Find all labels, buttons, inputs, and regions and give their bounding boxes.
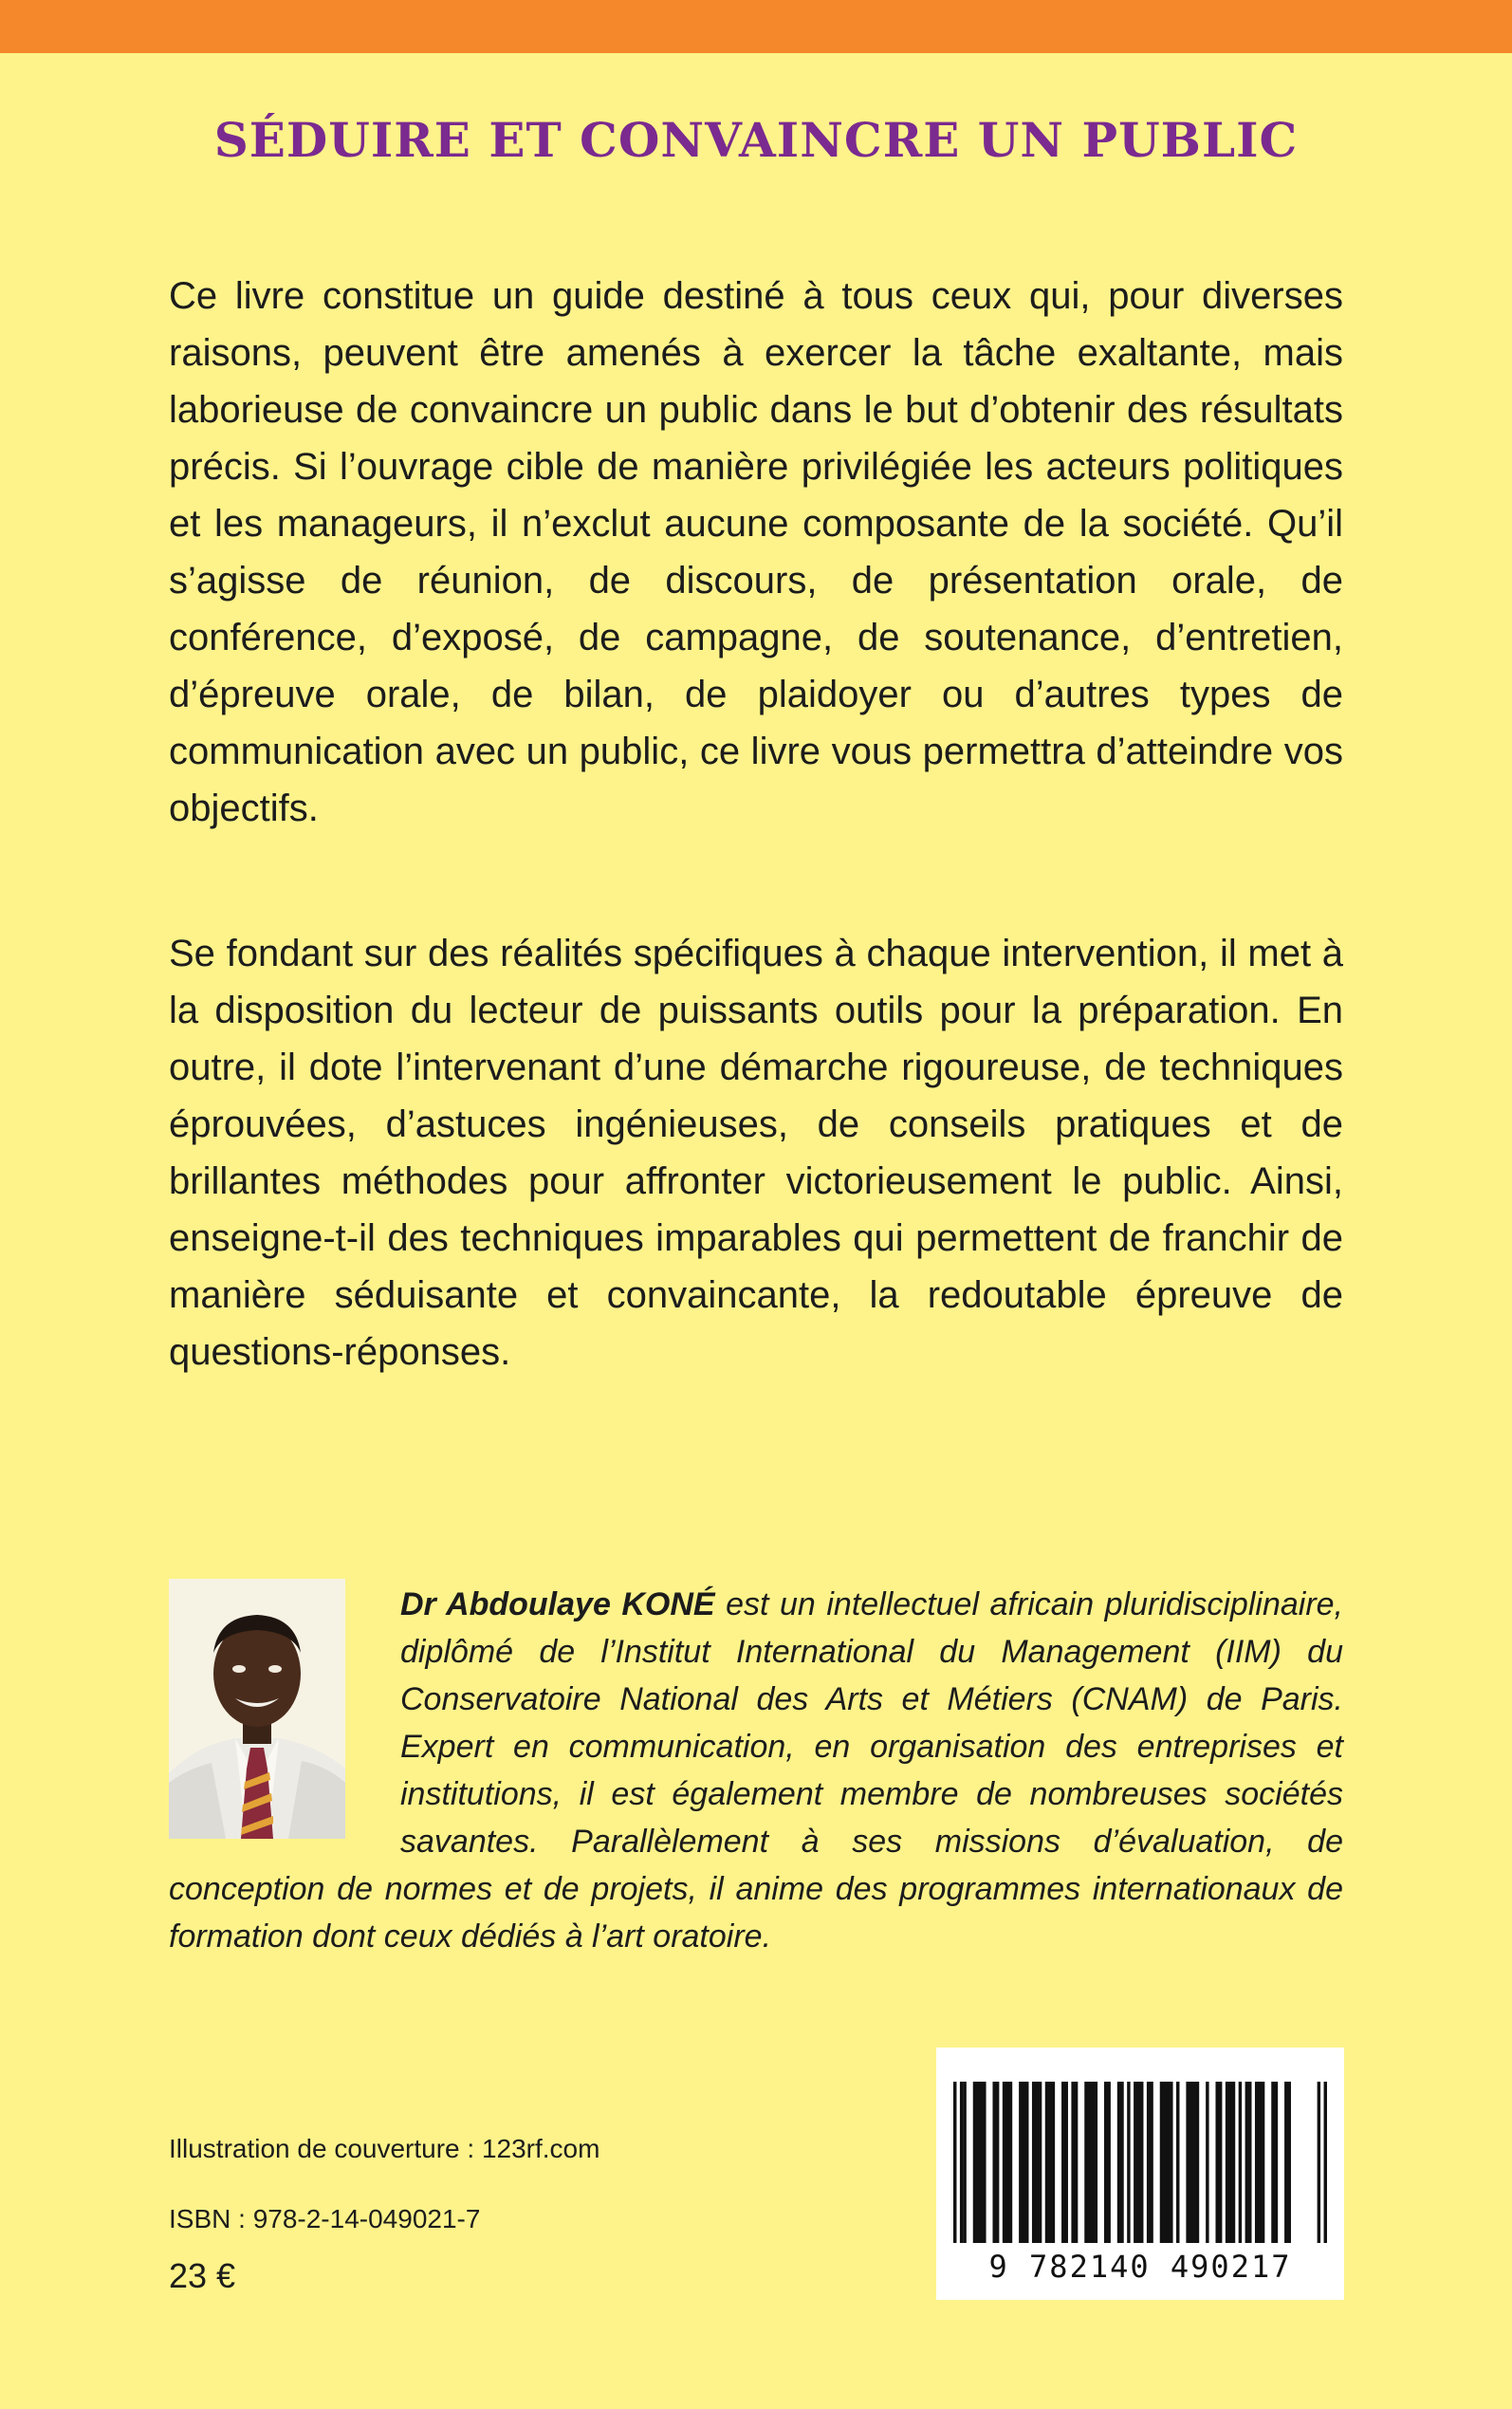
author-name: Dr Abdoulaye KONÉ xyxy=(400,1586,715,1622)
barcode-bar xyxy=(1255,2082,1264,2243)
barcode-bar xyxy=(1271,2082,1278,2243)
barcode-bar xyxy=(1215,2082,1222,2243)
summary-paragraph-1: Ce livre constitue un guide destiné à tous ceux qui, pour diverses raisons, peuvent être amenés à exercer la tâche exaltante, mais laborieuse de convaincre un public dans le but d’obtenir des résultats précis. Si l’ouvrage cible de manière privilégiée les acteurs politiques et les manageurs, il n’exclut aucune composante de la société. Qu’il s’agisse de réunion, de discours, de présentation orale, de conférence, d’exposé, de campagne, de soutenance, d’entretien, d’épreuve orale, de bilan, de plaidoyer ou d’autres types de communication avec un public, ce livre vous permettra d’atteindre vos objectifs. xyxy=(169,275,1343,829)
top-color-band xyxy=(0,0,1512,53)
barcode-bar xyxy=(1061,2082,1068,2243)
barcode-bar xyxy=(992,2082,999,2243)
barcode-bars xyxy=(953,2082,1327,2243)
barcode-bar xyxy=(1084,2082,1097,2243)
barcode-bar xyxy=(1032,2082,1042,2243)
barcode-bar xyxy=(1176,2082,1179,2243)
barcode-bar xyxy=(1147,2082,1153,2243)
barcode-bar xyxy=(1245,2082,1252,2243)
barcode-bar xyxy=(1104,2082,1111,2243)
barcode-bar xyxy=(963,2082,966,2243)
author-bio-text: est un intellectuel africain pluridisciplinaire, diplômé de l’Institut International du Management (IIM) du Conservatoire National des Arts et Métiers (CNAM) de Paris. Expert en communication, en organisation des entreprises et institutions, il est également membre de nombreuses sociétés savantes. Parallèlement à ses missions d’évaluation, de conception de normes et de projets, il anime des programmes internationaux de formation dont ceux dédiés à l’art oratoire. xyxy=(169,1586,1343,1955)
book-title: SÉDUIRE ET CONVAINCRE UN PUBLIC xyxy=(213,112,1299,168)
barcode-bar xyxy=(1127,2082,1130,2243)
photo-spacer xyxy=(169,1581,400,1862)
illustration-credit: Illustration de couverture : 123rf.com xyxy=(169,2134,600,2163)
barcode-bar xyxy=(1284,2082,1291,2243)
barcode-bar xyxy=(1045,2082,1055,2243)
barcode-bar xyxy=(1318,2082,1320,2243)
barcode-bar xyxy=(1239,2082,1242,2243)
barcode-bar xyxy=(953,2082,956,2243)
isbn: ISBN : 978-2-14-049021-7 xyxy=(169,2204,481,2233)
author-bio xyxy=(169,1581,1343,1960)
barcode-bar xyxy=(973,2082,986,2243)
barcode-bar xyxy=(1117,2082,1124,2243)
summary-paragraph-2: Se fondant sur des réalités spécifiques à chaque intervention, il met à la disposition du lecteur de puissants outils pour la préparation. En outre, il dote l’intervenant d’une démarche rigoureuse, de techniques éprouvées, d’astuces ingénieuses, de conseils pratiques et de brillantes méthodes pour affronter victorieusement le public. Ainsi, enseigne-t-il des techniques imparables qui permettent de franchir de manière séduisante et convaincante, la redoutable épreuve de questions-réponses. xyxy=(169,933,1343,1373)
barcode-bar xyxy=(1324,2082,1327,2243)
barcode-bar xyxy=(1019,2082,1028,2243)
barcode-bar xyxy=(1226,2082,1235,2243)
barcode xyxy=(936,2048,1344,2300)
barcode-bar xyxy=(1206,2082,1208,2243)
barcode-bar xyxy=(1134,2082,1143,2243)
barcode-bar xyxy=(1071,2082,1078,2243)
barcode-bar xyxy=(1160,2082,1173,2243)
barcode-bar xyxy=(960,2082,963,2243)
barcode-digits: 9 782140 490217 xyxy=(988,2249,1292,2285)
barcode-bar xyxy=(1003,2082,1012,2243)
barcode-bar xyxy=(1186,2082,1199,2243)
price: 23 € xyxy=(169,2256,236,2295)
